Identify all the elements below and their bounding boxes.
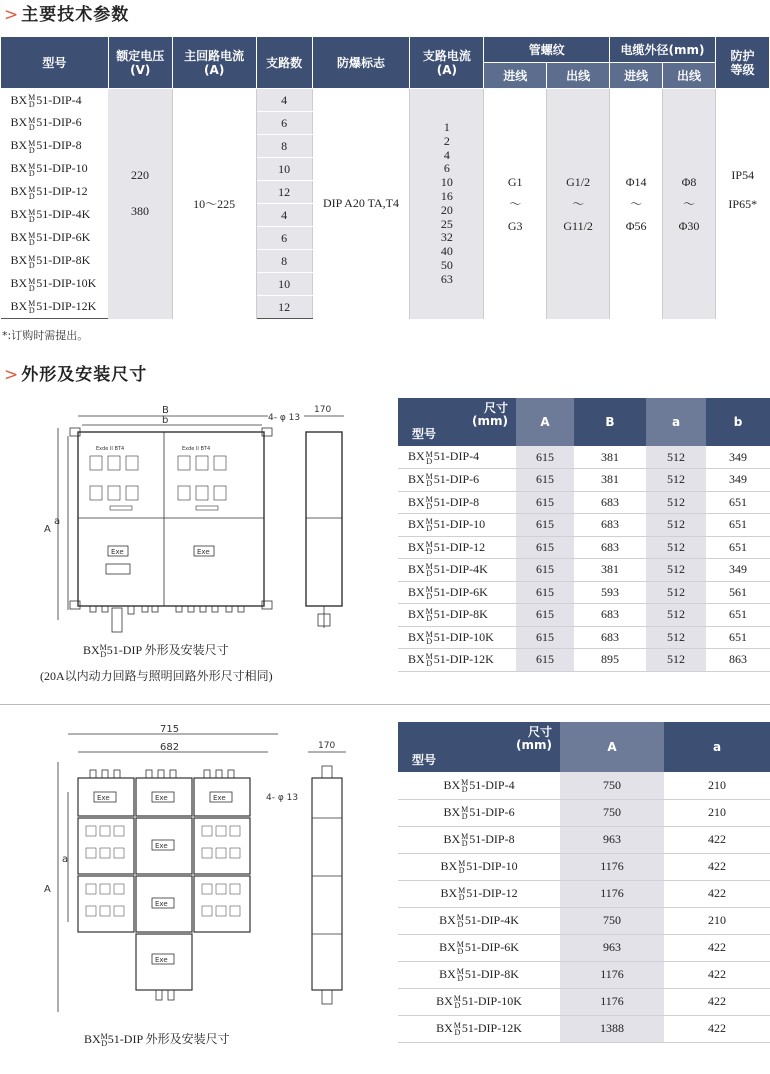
model-suffix: 51-DIP-12K — [461, 1020, 522, 1035]
model-superscript: M D — [461, 805, 469, 822]
value-cell: 512 — [646, 649, 706, 672]
th-col-a: a — [646, 398, 706, 446]
model-prefix: BX — [440, 885, 458, 900]
model-superscript: M D — [456, 940, 464, 957]
th-protection: 防护 等级 — [715, 37, 769, 89]
model-suffix: 51-DIP-8 — [469, 831, 515, 846]
value-cell: 615 — [516, 491, 574, 514]
model-prefix: BX — [10, 138, 28, 153]
th-col-A: A — [516, 398, 574, 446]
value-cell: 593 — [574, 581, 646, 604]
th-thread-out: 出线 — [547, 63, 610, 89]
table-row — [398, 626, 770, 649]
model-cell — [398, 1015, 560, 1042]
model-superscript: M D — [28, 299, 36, 316]
model-superscript: M D — [425, 584, 433, 601]
model-prefix: BX — [443, 831, 461, 846]
branches-cell: 12 — [256, 181, 312, 204]
model-prefix: BX — [10, 230, 28, 245]
table-row — [398, 772, 770, 799]
model-cell — [1, 227, 109, 250]
model-prefix: BX — [439, 912, 456, 927]
table-row — [398, 649, 770, 672]
holes-label: 4- φ 13 — [266, 793, 299, 803]
model-suffix: 51-DIP-10 — [36, 161, 88, 176]
exe-label: Exe — [97, 794, 110, 802]
value-cell: 863 — [706, 649, 770, 672]
value-cell: 683 — [574, 604, 646, 627]
value-cell: 615 — [516, 649, 574, 672]
th-col-a: a — [664, 722, 770, 772]
th-col-A: A — [560, 722, 664, 772]
main-current-cell: 10～225 — [172, 89, 256, 319]
model-cell — [398, 469, 516, 492]
model-suffix: 51-DIP-12 — [36, 184, 88, 199]
value-cell: 750 — [560, 907, 664, 934]
th-size-model: 尺寸 (mm) 型号 — [398, 398, 516, 446]
dim-682-label: 682 — [160, 742, 180, 753]
model-cell — [1, 204, 109, 227]
arrow-icon: > — [4, 5, 20, 25]
model-superscript: M D — [28, 253, 36, 270]
model-superscript: M D — [28, 115, 36, 132]
model-prefix: BX — [10, 207, 28, 222]
model-cell — [398, 907, 560, 934]
model-suffix: 51-DIP-4K — [433, 562, 488, 577]
branches-cell: 4 — [256, 204, 312, 227]
model-cell — [1, 273, 109, 296]
th-col-B: B — [574, 398, 646, 446]
dim-A-label: A — [44, 524, 51, 535]
value-cell: 615 — [516, 604, 574, 627]
value-cell: 683 — [574, 626, 646, 649]
value-cell: 349 — [706, 446, 770, 469]
model-prefix: BX — [439, 966, 456, 981]
model-cell — [398, 514, 516, 537]
model-suffix: 51-DIP-4 — [433, 449, 480, 464]
model-cell — [398, 826, 560, 853]
model-prefix: BX — [408, 539, 425, 554]
depth-label: 170 — [314, 405, 332, 415]
thread-out-cell: G1/2 ～ G11/2 — [547, 89, 610, 319]
value-cell: 963 — [560, 826, 664, 853]
model-prefix: BX — [408, 562, 425, 577]
model-superscript: M D — [425, 652, 433, 669]
model-suffix: 51-DIP-8 — [433, 494, 480, 509]
value-cell: 963 — [560, 934, 664, 961]
th-cable-out: 出线 — [663, 63, 716, 89]
table-row — [398, 988, 770, 1015]
table-row — [1, 89, 770, 112]
model-suffix: 51-DIP-6K — [433, 584, 488, 599]
value-cell: 381 — [574, 469, 646, 492]
model-superscript: M D — [28, 184, 36, 201]
branches-cell: 6 — [256, 112, 312, 135]
model-suffix: 51-DIP-6 — [36, 115, 82, 130]
model-superscript: M D — [425, 539, 433, 556]
model-suffix: 51-DIP-12 — [433, 539, 486, 554]
protection-cell: IP54 IP65* — [728, 167, 758, 211]
model-prefix: BX — [408, 584, 425, 599]
plate-label-right: Exde II BT4 — [182, 446, 211, 452]
branches-cell: 4 — [256, 89, 312, 112]
th-branch-current: 支路电流 (A) — [410, 37, 484, 89]
th-size-model: 尺寸 (mm) 型号 — [398, 722, 560, 772]
value-cell: 381 — [574, 446, 646, 469]
model-suffix: 51-DIP-8K — [433, 607, 488, 622]
model-cell — [398, 536, 516, 559]
value-cell: 512 — [646, 536, 706, 559]
model-prefix: BX — [10, 299, 28, 314]
model-superscript: M D — [28, 92, 36, 109]
model-superscript: M D — [458, 886, 466, 903]
drawing-large-cabinet — [38, 722, 370, 1022]
model-cell — [398, 799, 560, 826]
table-row — [398, 446, 770, 469]
table-row — [398, 1015, 770, 1042]
value-cell: 651 — [706, 514, 770, 537]
model-superscript: M D — [425, 562, 433, 579]
th-voltage: 额定电压 (V) — [108, 37, 172, 89]
exe-label: Exe — [155, 900, 168, 908]
table-row — [398, 799, 770, 826]
th-cable-dia: 电缆外径(mm) — [610, 37, 716, 63]
model-superscript: M D — [28, 207, 36, 224]
model-prefix: BX — [408, 449, 425, 464]
value-cell: 381 — [574, 559, 646, 582]
model-prefix: BX — [408, 652, 425, 667]
thread-in-cell: G1 ～ G3 — [484, 89, 547, 319]
model-suffix: 51-DIP-10 — [466, 858, 518, 873]
model-cell — [398, 961, 560, 988]
value-cell: 1176 — [560, 961, 664, 988]
table-row — [398, 559, 770, 582]
section-title-text: 外形及安装尺寸 — [21, 365, 148, 385]
th-cable-in: 进线 — [610, 63, 663, 89]
model-superscript: M D — [28, 230, 36, 247]
model-superscript: M D — [425, 607, 433, 624]
section-title-params — [4, 0, 129, 25]
model-prefix: BX — [408, 517, 425, 532]
value-cell: 512 — [646, 581, 706, 604]
model-cell — [398, 772, 560, 799]
model-suffix: 51-DIP-8K — [464, 966, 519, 981]
model-cell — [398, 934, 560, 961]
dim-A-label: A — [44, 884, 51, 895]
model-cell — [398, 853, 560, 880]
model-cell — [1, 135, 109, 158]
value-cell: 1176 — [560, 988, 664, 1015]
model-superscript: M D — [28, 138, 36, 155]
value-cell: 422 — [664, 961, 770, 988]
model-prefix: BX — [443, 777, 461, 792]
value-cell: 349 — [706, 559, 770, 582]
th-explosion-mark: 防爆标志 — [312, 37, 410, 89]
model-prefix: BX — [443, 804, 461, 819]
cable-in-cell: Φ14 ～ Φ56 — [610, 89, 663, 319]
model-superscript: M D — [456, 913, 464, 930]
depth-label: 170 — [318, 741, 336, 751]
value-cell: 895 — [574, 649, 646, 672]
model-superscript: M D — [425, 494, 433, 511]
model-cell — [1, 250, 109, 273]
model-suffix: 51-DIP-8 — [36, 138, 82, 153]
model-suffix: 51-DIP-12 — [466, 885, 518, 900]
branches-cell: 8 — [256, 250, 312, 273]
model-cell — [1, 296, 109, 319]
model-suffix: 51-DIP-6K — [36, 230, 91, 245]
table-row — [398, 514, 770, 537]
branches-cell: 8 — [256, 135, 312, 158]
dims-table-2 — [398, 722, 770, 1043]
model-cell — [1, 89, 109, 112]
value-cell: 1176 — [560, 853, 664, 880]
order-note: *:订购时需提出。 — [2, 329, 89, 342]
model-suffix: 51-DIP-10 — [433, 517, 486, 532]
dim-b-label: b — [162, 415, 169, 426]
model-prefix: BX — [10, 253, 28, 268]
drawing-small-cabinet — [38, 400, 370, 640]
model-prefix: BX — [440, 858, 458, 873]
value-cell: 651 — [706, 536, 770, 559]
table-row — [398, 581, 770, 604]
model-suffix: 51-DIP-4 — [469, 777, 515, 792]
model-suffix: 51-DIP-10K — [36, 276, 97, 291]
table-row — [398, 491, 770, 514]
value-cell: 615 — [516, 536, 574, 559]
value-cell: 422 — [664, 880, 770, 907]
caption-drawing-1-note: (20A以内动力回路与照明回路外形尺寸相同) — [40, 669, 273, 683]
value-cell: 683 — [574, 514, 646, 537]
divider — [0, 704, 770, 705]
cable-out-cell: Φ8 ～ Φ30 — [663, 89, 716, 319]
value-cell: 615 — [516, 446, 574, 469]
value-cell: 651 — [706, 604, 770, 627]
model-suffix: 51-DIP-6 — [469, 804, 515, 819]
model-suffix: 51-DIP-12K — [433, 652, 494, 667]
model-suffix: 51-DIP-10K — [433, 629, 494, 644]
model-cell — [398, 626, 516, 649]
model-suffix: 51-DIP-6K — [464, 939, 519, 954]
value-cell: 512 — [646, 491, 706, 514]
model-prefix: BX — [10, 184, 28, 199]
value-cell: 615 — [516, 581, 574, 604]
value-cell: 210 — [664, 799, 770, 826]
model-prefix: BX — [10, 276, 28, 291]
value-cell: 210 — [664, 907, 770, 934]
value-cell: 512 — [646, 446, 706, 469]
model-prefix: BX — [408, 629, 425, 644]
model-cell — [1, 112, 109, 135]
model-superscript: M D — [453, 1021, 461, 1038]
model-cell — [398, 559, 516, 582]
th-thread-in: 进线 — [484, 63, 547, 89]
model-prefix: BX — [10, 161, 28, 176]
model-cell — [1, 158, 109, 181]
model-cell — [398, 491, 516, 514]
table-row — [398, 934, 770, 961]
section-title-text: 主要技术参数 — [21, 5, 130, 25]
table-row — [398, 604, 770, 627]
value-cell: 422 — [664, 826, 770, 853]
model-superscript: M D — [28, 276, 36, 293]
value-cell: 512 — [646, 604, 706, 627]
model-prefix: BX — [436, 1020, 453, 1035]
exe-label: Exe — [155, 956, 168, 964]
model-cell — [1, 181, 109, 204]
arrow-icon: > — [4, 365, 20, 385]
value-cell: 683 — [574, 491, 646, 514]
dims-table-1 — [398, 398, 770, 672]
th-model: 型号 — [1, 37, 109, 89]
table-row — [398, 853, 770, 880]
table-row — [398, 880, 770, 907]
value-cell: 349 — [706, 469, 770, 492]
value-cell: 651 — [706, 626, 770, 649]
model-suffix: 51-DIP-6 — [433, 472, 480, 487]
exe-label-left: Exe — [111, 548, 124, 556]
value-cell: 1388 — [560, 1015, 664, 1042]
value-cell: 615 — [516, 626, 574, 649]
branches-cell: 10 — [256, 273, 312, 296]
model-suffix: 51-DIP-4K — [464, 912, 519, 927]
params-table — [0, 36, 770, 319]
model-cell — [398, 581, 516, 604]
dim-715-label: 715 — [160, 724, 180, 735]
model-cell — [398, 604, 516, 627]
value-cell: 512 — [646, 559, 706, 582]
model-suffix: 51-DIP-4K — [36, 207, 91, 222]
exe-label: Exe — [155, 794, 168, 802]
table-row — [398, 536, 770, 559]
exe-label: Exe — [213, 794, 226, 802]
table-row — [398, 907, 770, 934]
table-row — [398, 826, 770, 853]
model-superscript: M D — [461, 832, 469, 849]
caption-drawing-2: BXM D51-DIP 外形及安装尺寸 — [84, 1032, 230, 1049]
value-cell: 1176 — [560, 880, 664, 907]
th-col-b: b — [706, 398, 770, 446]
model-prefix: BX — [408, 494, 425, 509]
value-cell: 422 — [664, 853, 770, 880]
branches-cell: 10 — [256, 158, 312, 181]
model-superscript: M D — [425, 629, 433, 646]
model-suffix: 51-DIP-10K — [461, 993, 522, 1008]
th-thread: 管螺纹 — [484, 37, 610, 63]
branch-current-cell: 1 2 4 6 10 16 20 25 32 40 50 63 — [410, 89, 484, 319]
dim-a-label: a — [62, 854, 69, 865]
holes-label: 4- φ 13 — [268, 413, 301, 423]
value-cell: 750 — [560, 772, 664, 799]
model-cell — [398, 649, 516, 672]
value-cell: 512 — [646, 626, 706, 649]
voltage-cell: 220 380 — [108, 89, 172, 319]
exe-label: Exe — [155, 842, 168, 850]
model-prefix: BX — [439, 939, 456, 954]
value-cell: 750 — [560, 799, 664, 826]
plate-label-left: Exde II BT4 — [96, 446, 125, 452]
value-cell: 422 — [664, 934, 770, 961]
value-cell: 512 — [646, 514, 706, 537]
model-prefix: BX — [436, 993, 453, 1008]
branches-cell: 6 — [256, 227, 312, 250]
model-suffix: 51-DIP-4 — [36, 92, 82, 107]
value-cell: 615 — [516, 514, 574, 537]
explosion-mark-cell: DIP A20 TA,T4 — [312, 89, 410, 319]
model-prefix: BX — [10, 92, 28, 107]
th-branches: 支路数 — [256, 37, 312, 89]
model-superscript: M D — [425, 472, 433, 489]
model-superscript: M D — [453, 994, 461, 1011]
dim-B-label: B — [162, 405, 169, 416]
model-superscript: M D — [458, 859, 466, 876]
model-superscript: M D — [425, 449, 433, 466]
model-cell — [398, 446, 516, 469]
exe-label-right: Exe — [197, 548, 210, 556]
value-cell: 422 — [664, 988, 770, 1015]
section-title-dims — [4, 360, 147, 385]
model-cell — [398, 880, 560, 907]
model-superscript: M D — [461, 777, 469, 794]
table-row — [398, 961, 770, 988]
model-superscript: M D — [456, 967, 464, 984]
value-cell: 422 — [664, 1015, 770, 1042]
model-cell — [398, 988, 560, 1015]
model-superscript: M D — [425, 517, 433, 534]
table-row — [398, 469, 770, 492]
dim-a-label: a — [54, 516, 61, 527]
value-cell: 651 — [706, 491, 770, 514]
value-cell: 683 — [574, 536, 646, 559]
model-prefix: BX — [408, 607, 425, 622]
branches-cell: 12 — [256, 296, 312, 319]
value-cell: 615 — [516, 559, 574, 582]
value-cell: 561 — [706, 581, 770, 604]
th-main-current: 主回路电流 (A) — [172, 37, 256, 89]
model-suffix: 51-DIP-8K — [36, 253, 91, 268]
value-cell: 615 — [516, 469, 574, 492]
model-prefix: BX — [408, 472, 425, 487]
model-suffix: 51-DIP-12K — [36, 299, 97, 314]
model-superscript: M D — [28, 161, 36, 178]
caption-drawing-1: BXM D51-DIP 外形及安装尺寸 — [83, 643, 229, 660]
model-prefix: BX — [10, 115, 28, 130]
value-cell: 512 — [646, 469, 706, 492]
value-cell: 210 — [664, 772, 770, 799]
